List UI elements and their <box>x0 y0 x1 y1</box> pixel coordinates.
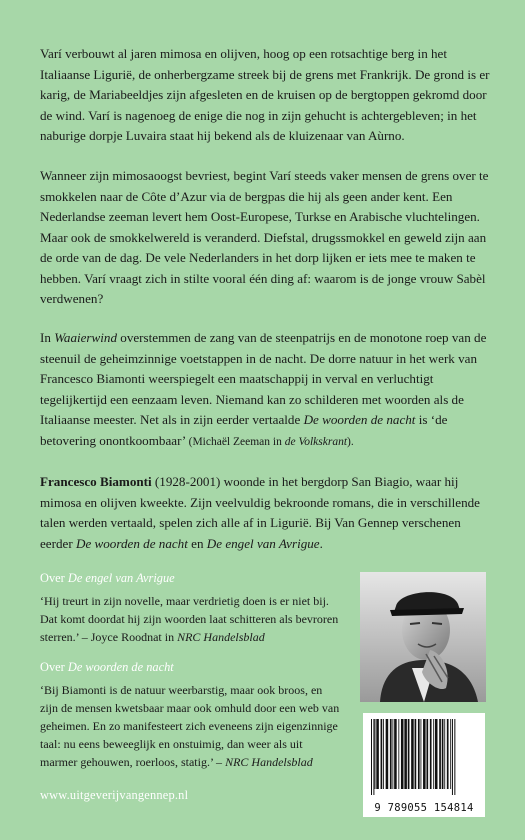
bio-text-mid: en <box>187 535 207 551</box>
barcode-bar <box>408 719 410 789</box>
review-book-title: De engel van Avrigue <box>67 571 175 585</box>
barcode-guard-bar <box>373 719 374 795</box>
novel-title: Waaierwind <box>54 330 117 345</box>
bio-book-1: De woorden de nacht <box>75 535 188 551</box>
barcode-bars <box>363 713 485 797</box>
barcode-guard-bar <box>454 719 455 795</box>
barcode-bar <box>447 719 449 789</box>
author-name: Francesco Biamonti <box>40 474 152 489</box>
author-photo <box>360 572 486 702</box>
review-over: Over <box>40 571 68 585</box>
earlier-book-title: De woorden de nacht <box>303 412 416 427</box>
barcode-bar <box>386 719 389 789</box>
barcode-bar <box>444 719 445 789</box>
barcode-bar <box>423 719 426 789</box>
quote-text: ‘Hij treurt in zijn novelle, maar verdrietig doen is er niet bij. Dat komt doordat hij zijn woorden laat schitteren als bevroren sterren.’ – Joyce Roodnat in <box>40 594 339 644</box>
quote-text: ‘Bij Biamonti is de natuur weerbarstig, maar ook broos, en zijn de mensen kwetsbaar maar ook omhuld door een web van geheimen. En zo manifesteert zich eveneens zijn eigenzinnige taal: nu eens beweeglijk en onstuimig, dan weer als uit marmer gehouwen, roerloos, statig.’ – <box>40 683 340 769</box>
summary-paragraph-3 <box>40 328 490 452</box>
barcode-bar <box>390 719 392 789</box>
publisher-website: www.uitgeverijvangennep.nl <box>40 788 189 802</box>
review-quote-1 <box>40 592 340 646</box>
bio-book-2: De engel van Avrigue <box>206 535 320 551</box>
barcode-bar <box>418 719 420 789</box>
barcode-bar <box>401 719 404 789</box>
summary-paragraph-1: Varí verbouwt al jaren mimosa en olijven, hoog op een rotsachtige berg in het Italiaanse Ligurië, de onherbergzame streek bij de grens met Frankrijk. De grond is er karig, de Mariabeeldjes zijn afgesleten en de kruisen op de bergtoppen gekromd door de wind. Varí is nagenoeg de enige die nog in zijn gehucht is achtergebleven; in het naburige dorpje Luvaira staat hij bekend als de kluizenaar van Aùrno. <box>40 46 490 143</box>
barcode-bar <box>394 719 397 789</box>
barcode-bar <box>376 719 379 789</box>
review-heading-1 <box>40 571 175 586</box>
barcode-bar <box>404 719 407 789</box>
summary-paragraph-2: Wanneer zijn mimosaoogst bevriest, begint Varí steeds vaker mensen de grens over te smokkelen naar de Côte d’Azur via de bergpas die hij als geen ander kent. Een Nederlandse zeeman levert hem Oost-Europese, Turkse en Arabische vluchtelingen. Maar ook de smokkelwereld is veranderd. Diefstal, drugssmokkel en geweld zijn aan de orde van de dag. De vele Nederlanders in het dorp lijken er iets mee te maken te hebben. Varí vraagt zich in stilte vooral één ding af: waarom is de jonge vrouw Sabèl verdwenen? <box>40 168 489 306</box>
barcode-bar <box>411 719 414 789</box>
barcode-bar <box>430 719 432 789</box>
credit-a: (Michaël Zeeman in <box>188 435 285 448</box>
p3-text-b: overstemmen de zang van de steenpatrijs en de monotone roep van de steenuil de geheimzinnige voetstappen in de nacht. De dorre natuur in het werk van Francesco Biamonti weerspiegelt een maatschappij in verval en verluchtigt tegelijkertijd een eenzaam leven. Niemand kan zo schilderen met woorden als de Italiaanse meester. Net als in zijn eerder vertaalde <box>40 330 487 427</box>
barcode-bar <box>392 719 393 789</box>
quote-credit <box>189 436 354 448</box>
review-over: Over <box>40 660 68 674</box>
author-bio-paragraph <box>40 472 490 554</box>
barcode-bar <box>450 719 451 789</box>
barcode-bar <box>426 719 428 789</box>
bio-text-end: . <box>319 535 323 551</box>
barcode-bar <box>442 719 444 789</box>
isbn-barcode <box>363 713 485 817</box>
credit-source: de Volkskrant <box>284 435 348 448</box>
barcode-bar <box>398 719 399 789</box>
barcode-bar <box>375 719 376 789</box>
barcode-bar <box>435 719 438 789</box>
isbn-number: 9 789055 154814 <box>374 802 474 814</box>
bio-text-a: (1928-2001) woonde in het bergdorp San Biagio, waar hij mimosa en olijven kweekte. Zijn veelvuldig bekroonde romans, die in verschillende talen werden vertaald, spelen zich alle af in Ligurië. Bij Van Gennep verschenen eerder <box>40 474 480 551</box>
barcode-bar <box>439 719 441 789</box>
barcode-bar <box>421 719 422 789</box>
p3-text-c: is ‘de betovering onontkoombaar’ <box>40 412 448 448</box>
author-portrait-image <box>360 572 486 702</box>
barcode-guard-bar <box>452 719 453 795</box>
barcode-bar <box>415 719 417 789</box>
barcode-bar <box>381 719 383 789</box>
quote-source: NRC Handelsblad <box>177 630 265 644</box>
barcode-guard-bar <box>371 719 372 795</box>
review-quote-2 <box>40 681 340 771</box>
review-book-title: De woorden de nacht <box>67 660 174 674</box>
quote-source: NRC Handelsblad <box>225 755 313 769</box>
barcode-bar <box>383 719 384 789</box>
review-heading-2 <box>40 660 174 675</box>
credit-b: ). <box>347 435 354 448</box>
barcode-bar <box>433 719 434 789</box>
p3-text-a: In <box>40 330 55 345</box>
